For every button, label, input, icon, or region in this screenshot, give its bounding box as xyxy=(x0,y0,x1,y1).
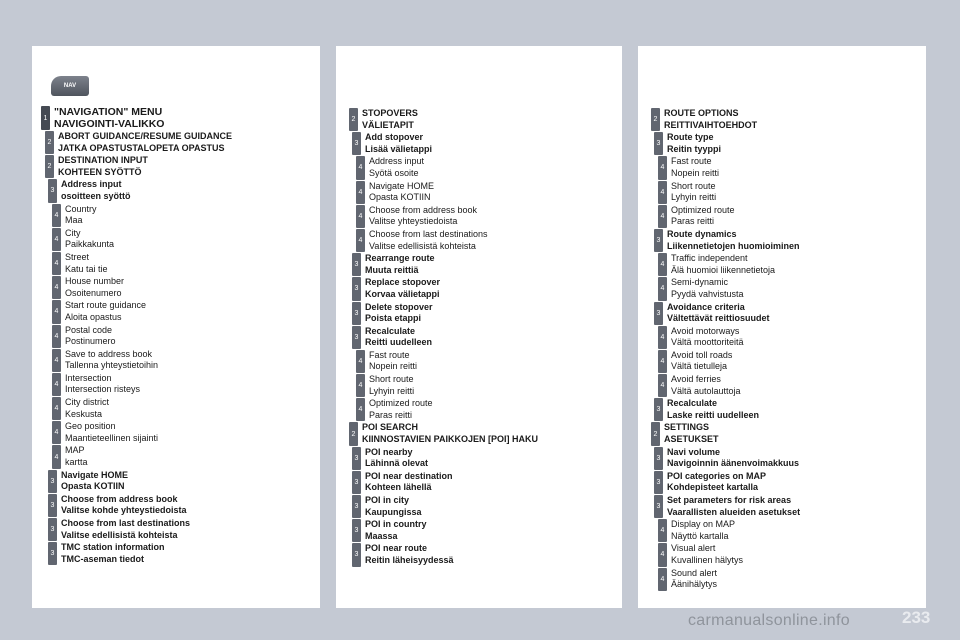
label-finnish: Postinumero xyxy=(65,336,116,347)
menu-entry-level-4 xyxy=(647,519,922,542)
menu-entry-level-4 xyxy=(647,374,922,397)
label-english: Add stopover xyxy=(365,132,424,143)
label-finnish: Nopein reitti xyxy=(671,167,720,178)
level-badge: 3 xyxy=(654,398,663,421)
menu-entry-text xyxy=(667,229,800,252)
label-english: Route type xyxy=(667,132,714,143)
label-english: ROUTE OPTIONS xyxy=(664,108,739,118)
menu-entry-text xyxy=(61,542,165,565)
menu-entry-text xyxy=(65,445,88,468)
menu-entry-level-4 xyxy=(345,350,618,373)
menu-entry-text xyxy=(65,349,158,372)
level-badge: 4 xyxy=(658,374,667,397)
label-english: MAP xyxy=(65,445,85,456)
menu-entry-text xyxy=(365,253,435,276)
menu-entry-level-3 xyxy=(345,447,618,470)
menu-entry-text xyxy=(365,302,433,325)
label-english: ABORT GUIDANCE/RESUME GUIDANCE xyxy=(58,131,233,141)
label-english: Postal code xyxy=(65,324,113,335)
label-english: Traffic independent xyxy=(671,253,748,264)
menu-entry-text xyxy=(65,228,114,251)
level-badge: 2 xyxy=(45,155,54,178)
label-finnish: VÄLIETAPIT xyxy=(362,119,414,130)
menu-entry-text xyxy=(369,181,434,204)
label-finnish: Muuta reittiä xyxy=(365,264,419,275)
label-english: POI nearby xyxy=(365,446,413,457)
level-badge: 4 xyxy=(658,326,667,349)
menu-entry-text xyxy=(671,156,719,179)
menu-entry-level-3 xyxy=(647,495,922,518)
label-english: "NAVIGATION" MENU xyxy=(54,106,163,118)
menu-entry-level-4 xyxy=(647,156,922,179)
menu-entry-text xyxy=(65,397,109,420)
level-badge: 4 xyxy=(658,156,667,179)
label-english: POI near destination xyxy=(365,470,453,481)
level-badge: 1 xyxy=(41,106,50,130)
label-english: Start route guidance xyxy=(65,300,147,311)
level-badge: 4 xyxy=(52,252,61,275)
menu-entry-text xyxy=(369,398,433,421)
menu-entry-text xyxy=(365,277,440,300)
menu-entry-level-4 xyxy=(41,445,316,468)
menu-entry-text xyxy=(671,205,735,228)
menu-entry-text xyxy=(671,350,732,373)
level-badge: 3 xyxy=(654,495,663,518)
label-finnish: Kohdepisteet kartalla xyxy=(667,482,759,493)
menu-entry-level-3 xyxy=(345,253,618,276)
label-finnish: Lisää välietappi xyxy=(365,143,433,154)
label-english: SETTINGS xyxy=(664,422,710,433)
label-finnish: Vältä autolauttoja xyxy=(671,385,741,396)
label-finnish: Lähinnä olevat xyxy=(365,458,429,469)
label-english: Geo position xyxy=(65,421,116,432)
label-english: Semi-dynamic xyxy=(671,277,729,288)
level-badge: 4 xyxy=(356,229,365,252)
level-badge: 4 xyxy=(658,350,667,373)
label-finnish: Laske reitti uudelleen xyxy=(667,409,760,420)
label-finnish: Opasta KOTIIN xyxy=(61,481,125,492)
menu-entry-text xyxy=(667,495,800,518)
menu-entry-level-3 xyxy=(345,519,618,542)
menu-entry-level-3 xyxy=(345,302,618,325)
label-finnish: Maantieteellinen sijainti xyxy=(65,432,159,443)
level-badge: 2 xyxy=(45,131,54,154)
menu-entry-level-2 xyxy=(345,108,618,131)
menu-entry-level-2 xyxy=(647,108,922,131)
level-badge: 4 xyxy=(658,205,667,228)
menu-entry-level-4 xyxy=(41,276,316,299)
menu-entry-level-3 xyxy=(647,302,922,325)
label-finnish: Osoitenumero xyxy=(65,287,122,298)
menu-entry-text xyxy=(61,494,187,517)
label-english: Delete stopover xyxy=(365,301,433,312)
label-finnish: Näyttö kartalla xyxy=(671,530,729,541)
menu-entry-text xyxy=(365,519,427,542)
level-badge: 4 xyxy=(52,349,61,372)
menu-entry-level-4 xyxy=(41,373,316,396)
level-badge: 3 xyxy=(48,518,57,541)
label-finnish: REITTIVAIHTOEHDOT xyxy=(664,119,758,130)
label-finnish: KOHTEEN SYÖTTÖ xyxy=(58,166,142,177)
label-english: Display on MAP xyxy=(671,519,736,530)
menu-entry-level-4 xyxy=(345,398,618,421)
level-badge: 4 xyxy=(52,276,61,299)
menu-entry-text xyxy=(362,422,538,445)
menu-entry-text xyxy=(369,156,424,179)
menu-entry-level-3 xyxy=(41,470,316,493)
menu-entry-level-4 xyxy=(647,326,922,349)
label-finnish: Älä huomioi liikennetietoja xyxy=(671,264,776,275)
label-english: STOPOVERS xyxy=(362,108,418,118)
label-finnish: Valitse edellisistä kohteista xyxy=(369,240,476,251)
level-badge: 3 xyxy=(48,494,57,517)
menu-entry-text xyxy=(369,229,488,252)
label-finnish: Maassa xyxy=(365,530,398,541)
menu-entry-level-3 xyxy=(345,132,618,155)
menu-entry-text xyxy=(365,447,428,470)
menu-entry-level-4 xyxy=(345,205,618,228)
level-badge: 4 xyxy=(356,374,365,397)
menu-entry-level-4 xyxy=(41,325,316,348)
label-english: Choose from last destinations xyxy=(61,518,191,528)
menu-entry-level-2 xyxy=(41,155,316,178)
label-english: Short route xyxy=(369,374,414,385)
label-english: City district xyxy=(65,397,110,408)
label-english: Visual alert xyxy=(671,543,716,554)
page-number: 233 xyxy=(902,608,931,627)
menu-entry-text xyxy=(365,471,453,494)
menu-entry-level-1 xyxy=(41,106,316,130)
label-finnish: KIINNOSTAVIEN PAIKKOJEN [POI] HAKU xyxy=(362,434,539,445)
menu-entry-text xyxy=(671,374,741,397)
label-english: Country xyxy=(65,203,97,214)
level-badge: 4 xyxy=(356,181,365,204)
menu-entry-text xyxy=(65,276,124,299)
level-badge: 3 xyxy=(352,132,361,155)
menu-tree-list xyxy=(647,108,922,592)
label-english: Navigate HOME xyxy=(369,180,435,191)
label-finnish: Kohteen lähellä xyxy=(365,482,432,493)
label-finnish: Aloita opastus xyxy=(65,311,122,322)
menu-entry-level-3 xyxy=(41,494,316,517)
menu-entry-level-3 xyxy=(647,132,922,155)
level-badge: 3 xyxy=(352,326,361,349)
menu-entry-level-2 xyxy=(647,422,922,445)
label-finnish: Vältä tietulleja xyxy=(671,361,728,372)
menu-entry-level-4 xyxy=(345,229,618,252)
level-badge: 3 xyxy=(48,179,57,202)
menu-entry-text xyxy=(65,373,140,396)
label-finnish: Tallenna yhteystietoihin xyxy=(65,360,159,371)
label-finnish: Opasta KOTIIN xyxy=(369,192,431,203)
level-badge: 4 xyxy=(658,181,667,204)
label-finnish: Paras reitti xyxy=(671,216,715,227)
nav-button-icon: NAV xyxy=(51,76,89,96)
menu-entry-text xyxy=(369,374,414,397)
menu-entry-level-4 xyxy=(41,397,316,420)
menu-entry-text xyxy=(671,181,716,204)
menu-entry-text xyxy=(365,495,422,518)
level-badge: 3 xyxy=(352,277,361,300)
level-badge: 4 xyxy=(658,543,667,566)
label-finnish: Valitse yhteystiedoista xyxy=(369,216,458,227)
label-english: Navigate HOME xyxy=(61,469,129,480)
menu-entry-text xyxy=(65,421,158,444)
menu-entry-level-4 xyxy=(647,205,922,228)
menu-entry-text xyxy=(65,252,108,275)
menu-tree-list xyxy=(41,106,316,566)
level-badge: 3 xyxy=(48,542,57,565)
level-badge: 4 xyxy=(52,325,61,348)
label-finnish: Valitse kohde yhteystiedoista xyxy=(61,505,187,516)
menu-entry-text xyxy=(664,108,757,131)
menu-entry-text xyxy=(671,543,743,566)
level-badge: 4 xyxy=(658,519,667,542)
menu-entry-text xyxy=(61,518,190,541)
menu-entry-text xyxy=(58,131,232,154)
label-finnish: JATKA OPASTUSTALOPETA OPASTUS xyxy=(58,142,225,153)
level-badge: 2 xyxy=(651,422,660,445)
menu-entry-level-4 xyxy=(647,350,922,373)
label-english: Choose from address book xyxy=(61,493,178,504)
level-badge: 3 xyxy=(48,470,57,493)
label-english: POI in city xyxy=(365,495,410,505)
menu-entry-level-4 xyxy=(345,374,618,397)
menu-entry-level-4 xyxy=(345,156,618,179)
menu-entry-text xyxy=(671,326,744,349)
label-finnish: NAVIGOINTI-VALIKKO xyxy=(54,118,165,130)
label-english: Fast route xyxy=(369,349,410,360)
label-finnish: Vaarallisten alueiden asetukset xyxy=(667,506,801,517)
label-english: Recalculate xyxy=(365,325,416,336)
level-badge: 4 xyxy=(356,156,365,179)
menu-entry-text xyxy=(667,302,770,325)
label-english: Avoid motorways xyxy=(671,325,740,336)
level-badge: 4 xyxy=(356,350,365,373)
menu-entry-text xyxy=(369,350,417,373)
level-badge: 3 xyxy=(654,302,663,325)
menu-entry-text xyxy=(365,132,432,155)
label-english: Avoidance criteria xyxy=(667,301,745,312)
label-english: Set parameters for risk areas xyxy=(667,495,792,505)
level-badge: 3 xyxy=(654,471,663,494)
menu-entry-level-4 xyxy=(647,253,922,276)
label-english: POI near route xyxy=(365,543,428,554)
label-english: Short route xyxy=(671,180,716,191)
menu-entry-level-3 xyxy=(345,543,618,566)
level-badge: 4 xyxy=(658,277,667,300)
label-english: POI in country xyxy=(365,519,427,530)
menu-entry-text xyxy=(671,253,775,276)
level-badge: 4 xyxy=(52,397,61,420)
label-finnish: TMC-aseman tiedot xyxy=(61,553,145,564)
menu-entry-level-3 xyxy=(647,447,922,470)
level-badge: 4 xyxy=(356,398,365,421)
level-badge: 3 xyxy=(654,447,663,470)
label-english: POI SEARCH xyxy=(362,422,419,433)
menu-panel-stopovers-poi xyxy=(336,46,622,608)
label-finnish: Reitin läheisyydessä xyxy=(365,554,454,565)
level-badge: 3 xyxy=(654,132,663,155)
label-english: Optimized route xyxy=(369,398,433,409)
label-english: Choose from last destinations xyxy=(369,228,488,239)
level-badge: 4 xyxy=(52,300,61,323)
label-english: Recalculate xyxy=(667,398,718,409)
menu-entry-level-3 xyxy=(647,398,922,421)
menu-entry-level-3 xyxy=(647,229,922,252)
level-badge: 4 xyxy=(52,228,61,251)
label-english: City xyxy=(65,227,81,238)
level-badge: 4 xyxy=(52,373,61,396)
label-english: Intersection xyxy=(65,372,112,383)
menu-entry-text xyxy=(671,519,735,542)
label-finnish: Paras reitti xyxy=(369,409,413,420)
label-english: Avoid toll roads xyxy=(671,349,733,360)
menu-entry-text xyxy=(65,325,116,348)
menu-entry-level-3 xyxy=(41,179,316,202)
label-english: Route dynamics xyxy=(667,228,737,239)
level-badge: 3 xyxy=(352,447,361,470)
label-finnish: ASETUKSET xyxy=(664,434,719,445)
menu-panel-navigation xyxy=(32,46,320,608)
menu-entry-level-3 xyxy=(647,471,922,494)
menu-entry-text xyxy=(365,326,432,349)
menu-entry-level-3 xyxy=(345,277,618,300)
menu-entry-text xyxy=(58,155,148,178)
menu-entry-text xyxy=(369,205,477,228)
label-finnish: Katu tai tie xyxy=(65,263,108,274)
level-badge: 4 xyxy=(52,421,61,444)
label-finnish: Liikennetietojen huomioiminen xyxy=(667,240,800,251)
menu-entry-level-4 xyxy=(41,349,316,372)
label-english: House number xyxy=(65,276,125,287)
label-english: POI categories on MAP xyxy=(667,470,767,481)
level-badge: 4 xyxy=(658,253,667,276)
menu-entry-level-3 xyxy=(41,542,316,565)
label-finnish: osoitteen syöttö xyxy=(61,190,131,201)
label-finnish: kartta xyxy=(65,457,88,468)
menu-entry-level-2 xyxy=(345,422,618,445)
label-finnish: Äänihälytys xyxy=(671,579,718,590)
label-english: Rearrange route xyxy=(365,253,435,264)
label-finnish: Kuvallinen hälytys xyxy=(671,554,744,565)
menu-entry-level-3 xyxy=(345,471,618,494)
label-finnish: Intersection risteys xyxy=(65,384,141,395)
menu-entry-level-4 xyxy=(41,421,316,444)
level-badge: 3 xyxy=(352,495,361,518)
menu-entry-text xyxy=(667,132,721,155)
menu-tree-list xyxy=(345,108,618,568)
menu-entry-text xyxy=(667,398,759,421)
level-badge: 4 xyxy=(52,204,61,227)
level-badge: 2 xyxy=(349,422,358,445)
label-finnish: Poista etappi xyxy=(365,313,422,324)
menu-entry-level-3 xyxy=(345,326,618,349)
label-finnish: Syötä osoite xyxy=(369,167,419,178)
level-badge: 4 xyxy=(356,205,365,228)
watermark: carmanualsonline.info xyxy=(688,612,850,629)
label-finnish: Paikkakunta xyxy=(65,239,115,250)
menu-entry-level-4 xyxy=(647,277,922,300)
menu-entry-text xyxy=(65,300,146,323)
level-badge: 3 xyxy=(352,302,361,325)
menu-entry-text xyxy=(61,179,131,202)
label-finnish: Lyhyin reitti xyxy=(671,192,717,203)
level-badge: 3 xyxy=(352,253,361,276)
menu-entry-level-4 xyxy=(345,181,618,204)
label-english: Address input xyxy=(369,156,425,167)
label-english: Avoid ferries xyxy=(671,374,721,385)
menu-entry-text xyxy=(65,204,97,227)
label-english: Sound alert xyxy=(671,567,718,578)
menu-entry-level-3 xyxy=(41,518,316,541)
menu-entry-text xyxy=(61,470,128,493)
menu-entry-text xyxy=(365,543,454,566)
label-finnish: Vältettävät reittiosuudet xyxy=(667,313,770,324)
menu-entry-level-4 xyxy=(647,543,922,566)
level-badge: 2 xyxy=(349,108,358,131)
label-english: Save to address book xyxy=(65,348,153,359)
menu-entry-text xyxy=(671,568,717,591)
label-finnish: Kaupungissa xyxy=(365,506,422,517)
label-finnish: Navigoinnin äänenvoimakkuus xyxy=(667,458,800,469)
label-finnish: Nopein reitti xyxy=(369,361,418,372)
menu-entry-text xyxy=(54,106,164,130)
menu-entry-level-4 xyxy=(41,204,316,227)
menu-entry-level-4 xyxy=(647,568,922,591)
label-english: Address input xyxy=(61,179,122,190)
level-badge: 3 xyxy=(654,229,663,252)
label-english: Replace stopover xyxy=(365,277,441,288)
level-badge: 4 xyxy=(52,445,61,468)
menu-entry-level-2 xyxy=(41,131,316,154)
label-finnish: Lyhyin reitti xyxy=(369,385,415,396)
menu-entry-text xyxy=(362,108,418,131)
menu-entry-text xyxy=(667,471,766,494)
menu-entry-text xyxy=(671,277,744,300)
menu-entry-level-3 xyxy=(345,495,618,518)
label-english: Fast route xyxy=(671,156,712,167)
label-english: Choose from address book xyxy=(369,204,478,215)
label-finnish: Vältä moottoriteitä xyxy=(671,337,744,348)
level-badge: 2 xyxy=(651,108,660,131)
label-english: DESTINATION INPUT xyxy=(58,155,148,166)
label-finnish: Valitse edellisistä kohteista xyxy=(61,529,178,540)
label-finnish: Pyydä vahvistusta xyxy=(671,288,744,299)
label-english: TMC station information xyxy=(61,542,165,553)
level-badge: 3 xyxy=(352,519,361,542)
label-english: Navi volume xyxy=(667,446,721,457)
label-finnish: Maa xyxy=(65,215,83,226)
level-badge: 3 xyxy=(352,543,361,566)
menu-entry-text xyxy=(667,447,799,470)
label-finnish: Reitti uudelleen xyxy=(365,337,433,348)
label-english: Optimized route xyxy=(671,204,735,215)
menu-entry-level-4 xyxy=(41,228,316,251)
label-english: Street xyxy=(65,251,90,262)
menu-panel-route-options-settings xyxy=(638,46,926,608)
level-badge: 3 xyxy=(352,471,361,494)
label-finnish: Keskusta xyxy=(65,408,103,419)
label-finnish: Korvaa välietappi xyxy=(365,288,440,299)
menu-entry-level-4 xyxy=(41,252,316,275)
menu-entry-level-4 xyxy=(647,181,922,204)
menu-entry-level-4 xyxy=(41,300,316,323)
level-badge: 4 xyxy=(658,568,667,591)
label-finnish: Reitin tyyppi xyxy=(667,143,722,154)
menu-entry-text xyxy=(664,422,719,445)
